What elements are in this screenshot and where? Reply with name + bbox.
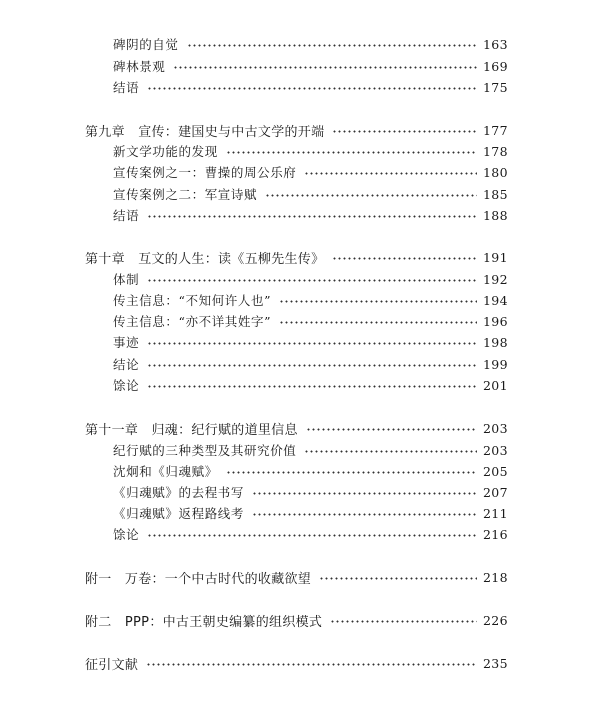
toc-entry-title: 馀论 [113, 378, 140, 393]
toc-entry-yu-lun[interactable] [113, 375, 508, 395]
toc-entry-title: 传主信息：“不知何许人也” [113, 293, 272, 308]
toc-entry-title: 结语 [113, 208, 140, 223]
dot-leader [252, 492, 477, 495]
toc-bibliography[interactable] [85, 653, 508, 673]
toc-entry-page: 199 [482, 356, 508, 372]
toc-entry-page: 201 [482, 377, 508, 393]
toc-entry-qu-cheng[interactable] [113, 482, 508, 502]
toc-entry-yu-lun-2[interactable] [113, 524, 508, 544]
dot-leader [279, 321, 477, 324]
toc-chapter-title: 第九章 宣传：建国史与中古文学的开端 [85, 124, 325, 140]
toc-entry-page: 185 [482, 186, 508, 202]
toc-entry-jie-lun[interactable] [113, 354, 508, 374]
toc-entry-page: 178 [482, 143, 508, 159]
toc-entry-page: 226 [482, 612, 508, 628]
toc-chapter-title: 附一 万卷：一个中古时代的收藏欲望 [85, 571, 312, 587]
toc-chapter-11[interactable] [85, 418, 508, 438]
toc-chapter-title: 第十一章 归魂：纪行赋的道里信息 [85, 422, 298, 438]
toc-entry-fan-cheng[interactable] [113, 503, 508, 523]
toc-entry-bei-yin-de-zi-jue[interactable] [113, 34, 508, 54]
toc-appendix-1[interactable] [85, 567, 508, 587]
toc-entry-title: 传主信息：“亦不详其姓字” [113, 314, 272, 329]
toc-entry-page: 194 [482, 292, 508, 308]
toc-entry-chuan-zhu-2[interactable] [113, 311, 508, 331]
toc-entry-title: 结语 [113, 80, 140, 95]
toc-entry-xuan-chuan-an-li-1[interactable] [113, 162, 508, 182]
toc-appendix-2[interactable] [85, 610, 508, 630]
toc-entry-title: 沈炯和《归魂赋》 [113, 464, 218, 479]
dot-leader [332, 130, 477, 133]
dot-leader [330, 620, 477, 623]
toc-entry-jie-yu-2[interactable] [113, 205, 508, 225]
toc-entry-title: 《归魂赋》返程路线考 [113, 506, 245, 521]
toc-entry-title: 纪行赋的三种类型及其研究价值 [113, 443, 297, 458]
toc-entry-page: 235 [482, 655, 508, 671]
toc-entry-page: 191 [482, 249, 508, 265]
dot-leader [252, 513, 477, 516]
toc-entry-page: 218 [482, 569, 508, 585]
dot-leader [187, 44, 477, 47]
toc-entry-ji-xing-fu[interactable] [113, 440, 508, 460]
toc-entry-page: 205 [482, 463, 508, 479]
toc-entry-page: 177 [482, 122, 508, 138]
toc-entry-page: 180 [482, 164, 508, 180]
dot-leader [226, 151, 477, 154]
toc-entry-shi-ji[interactable] [113, 332, 508, 352]
toc-entry-chuan-zhu-1[interactable] [113, 290, 508, 310]
toc-entry-title: 宣传案例之一：曹操的周公乐府 [113, 165, 297, 180]
toc-entry-title: 事迹 [113, 335, 140, 350]
toc-chapter-10[interactable] [85, 247, 508, 267]
toc-entry-title: 宣传案例之二：军宣诗赋 [113, 187, 258, 202]
dot-leader [173, 66, 477, 69]
toc-entry-page: 188 [482, 207, 508, 223]
toc-entry-page: 163 [482, 36, 508, 52]
toc-entry-page: 192 [482, 271, 508, 287]
toc-entry-page: 216 [482, 526, 508, 542]
dot-leader [146, 663, 477, 666]
dot-leader [147, 342, 477, 345]
toc-entry-page: 169 [482, 58, 508, 74]
dot-leader [304, 172, 477, 175]
toc-entry-ti-zhi[interactable] [113, 269, 508, 289]
toc-entry-page: 203 [482, 420, 508, 436]
toc-entry-page: 196 [482, 313, 508, 329]
toc-entry-title: 馀论 [113, 527, 140, 542]
dot-leader [306, 428, 477, 431]
dot-leader [319, 577, 477, 580]
toc-entry-title: 碑阴的自觉 [113, 37, 179, 52]
dot-leader [265, 194, 477, 197]
toc-entry-title: 体制 [113, 272, 140, 287]
dot-leader [147, 279, 477, 282]
toc-chapter-title: 第十章 互文的人生：读《五柳先生传》 [85, 251, 325, 267]
dot-leader [279, 300, 477, 303]
toc-entry-title: 《归魂赋》的去程书写 [113, 485, 245, 500]
toc-entry-title: 结论 [113, 357, 140, 372]
toc-entry-title: 碑林景观 [113, 59, 166, 74]
dot-leader [226, 471, 477, 474]
dot-leader [147, 534, 477, 537]
toc-entry-bei-lin-jing-guan[interactable] [113, 56, 508, 76]
dot-leader [147, 385, 477, 388]
dot-leader [304, 450, 477, 453]
toc-chapter-9[interactable] [85, 120, 508, 140]
toc-entry-title: 新文学功能的发现 [113, 144, 218, 159]
dot-leader [147, 87, 477, 90]
toc-entry-xin-wen-xue[interactable] [113, 141, 508, 161]
toc-entry-xuan-chuan-an-li-2[interactable] [113, 184, 508, 204]
dot-leader [147, 364, 477, 367]
toc-chapter-title: 附二 PPP：中古王朝史编纂的组织模式 [85, 614, 323, 630]
toc-chapter-title: 征引文献 [85, 657, 139, 673]
toc-entry-shen-jiong[interactable] [113, 461, 508, 481]
toc-entry-page: 203 [482, 442, 508, 458]
toc-entry-jie-yu[interactable] [113, 77, 508, 97]
dot-leader [332, 257, 477, 260]
dot-leader [147, 215, 477, 218]
toc-entry-page: 207 [482, 484, 508, 500]
toc-entry-page: 175 [482, 79, 508, 95]
toc-entry-page: 211 [482, 505, 508, 521]
toc-entry-page: 198 [482, 334, 508, 350]
